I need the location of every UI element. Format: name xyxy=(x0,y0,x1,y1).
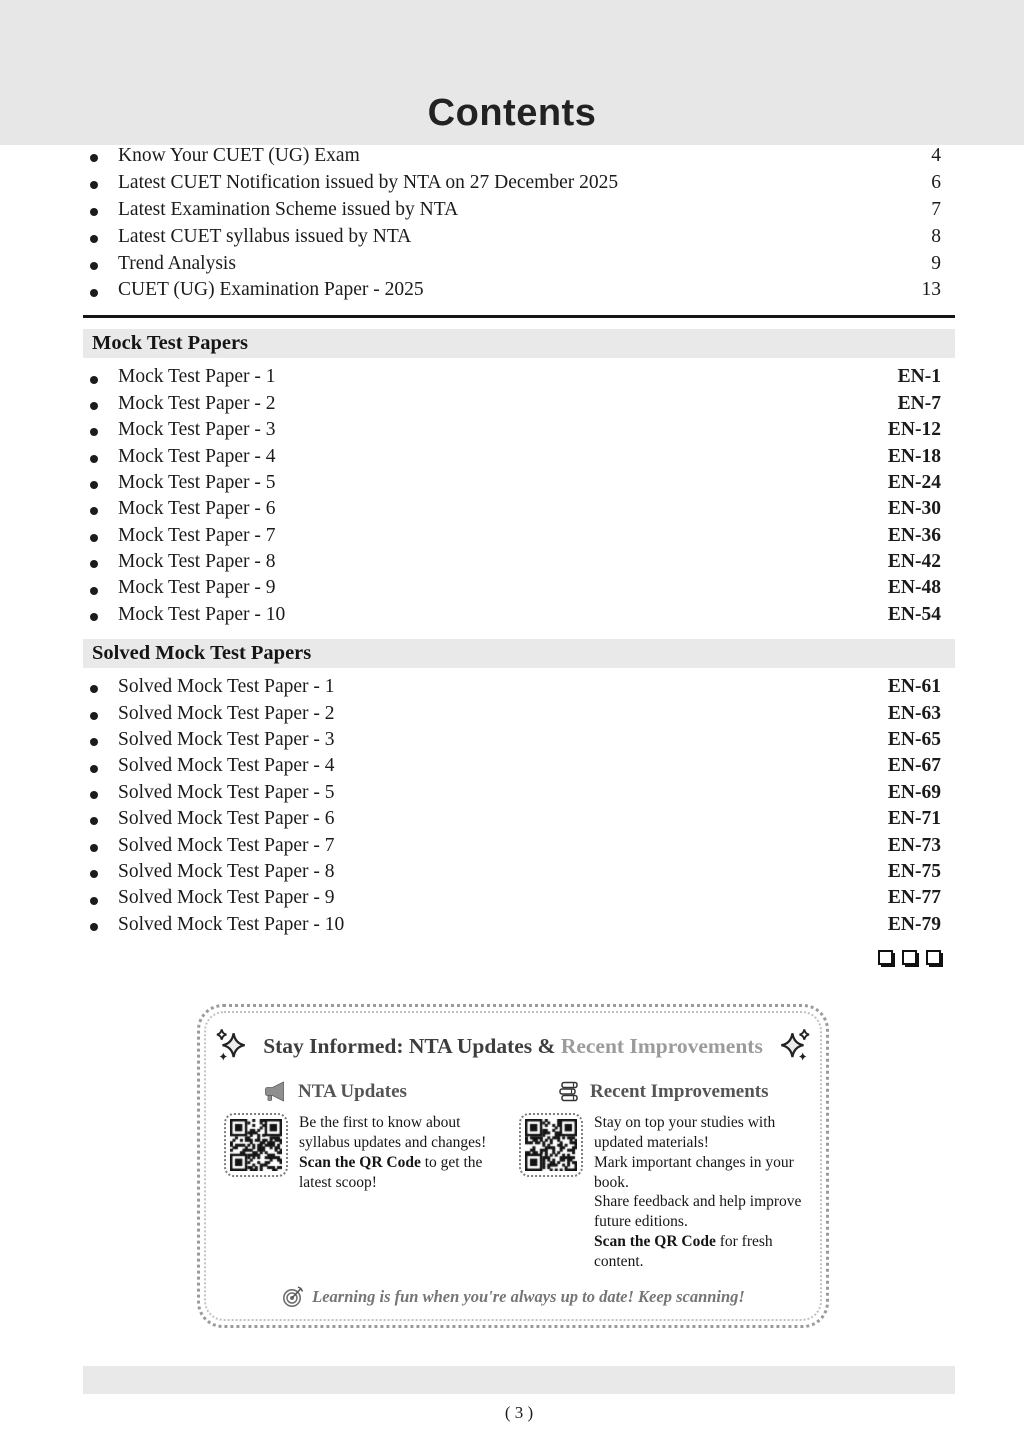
toc-item-label: Solved Mock Test Paper - 5 xyxy=(118,781,335,803)
toc-item-page: EN-42 xyxy=(887,551,941,573)
bullet-icon xyxy=(90,817,98,825)
front-matter-list xyxy=(83,145,955,306)
square-icon xyxy=(902,950,917,965)
toc-item-page: 8 xyxy=(931,225,941,247)
books-icon xyxy=(557,1080,581,1104)
toc-row xyxy=(83,551,955,577)
bullet-icon xyxy=(90,897,98,905)
bullet-icon xyxy=(90,235,98,243)
toc-item-page: EN-12 xyxy=(887,419,941,441)
improvements-line: Share feedback and help improve future editions. xyxy=(594,1193,802,1231)
toc-item-label: Trend Analysis xyxy=(118,252,236,274)
toc-item-label: Mock Test Paper - 9 xyxy=(118,577,276,599)
toc-item-label: Mock Test Paper - 2 xyxy=(118,392,276,414)
info-footer xyxy=(224,1285,802,1309)
toc-row xyxy=(83,887,955,913)
toc-item-page: EN-69 xyxy=(887,781,941,803)
end-of-section-squares xyxy=(83,950,941,968)
nta-text-part: to get the latest scoop! xyxy=(299,1153,483,1191)
toc-item-label: Latest CUET Notification issued by NTA on 27 December 2025 xyxy=(118,171,619,193)
toc-item-page: EN-67 xyxy=(887,755,941,777)
toc-item-page: EN-75 xyxy=(887,860,941,882)
toc-item-label: Solved Mock Test Paper - 4 xyxy=(118,755,335,777)
toc-row xyxy=(83,366,955,392)
bullet-icon xyxy=(90,154,98,162)
toc-item-page: EN-36 xyxy=(887,524,941,546)
toc-item-label: Latest CUET syllabus issued by NTA xyxy=(118,225,412,247)
improvements-rest: for fresh content. xyxy=(594,1233,773,1270)
toc-item-label: Solved Mock Test Paper - 8 xyxy=(118,860,335,882)
recent-improvements-body xyxy=(519,1113,802,1272)
nta-updates-text xyxy=(299,1113,507,1192)
sparkle-icon xyxy=(213,1027,251,1065)
nta-text-part: Be the first to know about syllabus updates and changes! xyxy=(299,1114,487,1151)
toc-item-page: EN-71 xyxy=(887,808,941,830)
toc-row xyxy=(83,577,955,603)
toc-item-page: EN-77 xyxy=(887,887,941,909)
bullet-icon xyxy=(90,712,98,720)
qr-code xyxy=(230,1119,282,1171)
toc-item-page: EN-48 xyxy=(887,577,941,599)
toc-item-page: 7 xyxy=(931,198,941,220)
info-title-row xyxy=(224,1027,802,1065)
info-title xyxy=(263,1034,763,1059)
bullet-icon xyxy=(90,455,98,463)
toc-row xyxy=(83,199,955,226)
toc-row xyxy=(83,808,955,834)
toc-row xyxy=(83,172,955,199)
bullet-icon xyxy=(90,428,98,436)
toc-item-page: 13 xyxy=(921,279,941,301)
nta-updates-column xyxy=(224,1080,507,1272)
toc-row xyxy=(83,835,955,861)
toc-item-label: Know Your CUET (UG) Exam xyxy=(118,145,360,166)
info-title-light: Recent Improvements xyxy=(560,1033,763,1058)
square-icon xyxy=(878,950,893,965)
toc-item-label: Solved Mock Test Paper - 1 xyxy=(118,676,335,698)
bullet-icon xyxy=(90,507,98,515)
bullet-icon xyxy=(90,870,98,878)
toc-item-page: 6 xyxy=(931,171,941,193)
toc-row xyxy=(83,782,955,808)
bullet-icon xyxy=(90,376,98,384)
nta-updates-body xyxy=(224,1113,507,1192)
recent-improvements-heading-row xyxy=(557,1080,802,1104)
dart-target-icon xyxy=(281,1285,305,1309)
toc-item-label: Mock Test Paper - 4 xyxy=(118,445,276,467)
qr-code xyxy=(525,1119,577,1171)
toc-item-label: Mock Test Paper - 6 xyxy=(118,498,276,520)
toc-item-label: Solved Mock Test Paper - 3 xyxy=(118,729,335,751)
toc-item-page: EN-30 xyxy=(887,498,941,520)
toc-row xyxy=(83,279,955,306)
toc-row xyxy=(83,676,955,702)
info-columns xyxy=(224,1080,802,1272)
toc-item-label: Mock Test Paper - 7 xyxy=(118,524,276,546)
bullet-icon xyxy=(90,844,98,852)
improvements-line: Stay on top your studies with updated materials! xyxy=(594,1114,776,1151)
toc-item-label: CUET (UG) Examination Paper - 2025 xyxy=(118,279,424,301)
bullet-icon xyxy=(90,262,98,270)
bullet-icon xyxy=(90,481,98,489)
toc-item-label: Solved Mock Test Paper - 9 xyxy=(118,887,335,909)
improvements-bold: Scan the QR Code xyxy=(594,1233,716,1251)
bullet-icon xyxy=(90,791,98,799)
toc-item-page: EN-63 xyxy=(887,702,941,724)
toc-item-label: Solved Mock Test Paper - 10 xyxy=(118,913,345,935)
nta-text-bold: Scan the QR Code xyxy=(299,1153,421,1171)
content-column xyxy=(83,145,955,1423)
toc-row xyxy=(83,145,955,172)
stay-informed-inner xyxy=(204,1011,822,1321)
toc-row xyxy=(83,861,955,887)
toc-item-page: 9 xyxy=(931,252,941,274)
bullet-icon xyxy=(90,685,98,693)
bullet-icon xyxy=(90,289,98,297)
page-header xyxy=(0,0,1024,145)
section-solved-mock-test-papers xyxy=(83,639,955,940)
bullet-icon xyxy=(90,765,98,773)
toc-item-label: Latest Examination Scheme issued by NTA xyxy=(118,198,459,220)
recent-improvements-column xyxy=(519,1080,802,1272)
improvements-line: Mark important changes in your book. xyxy=(594,1153,794,1191)
toc-item-page: EN-79 xyxy=(887,913,941,935)
sparkle-icon xyxy=(775,1027,813,1065)
toc-row xyxy=(83,703,955,729)
toc-item-label: Solved Mock Test Paper - 6 xyxy=(118,808,335,830)
toc-row xyxy=(83,472,955,498)
divider-rule xyxy=(83,315,955,318)
recent-improvements-text xyxy=(594,1113,802,1272)
toc-row xyxy=(83,525,955,551)
toc-item-page: EN-65 xyxy=(887,729,941,751)
section-heading: Solved Mock Test Papers xyxy=(83,639,955,668)
toc-item-page: EN-18 xyxy=(887,445,941,467)
toc-item-page: EN-54 xyxy=(887,603,941,625)
bullet-icon xyxy=(90,613,98,621)
megaphone-icon xyxy=(262,1080,289,1104)
bullet-icon xyxy=(90,738,98,746)
toc-item-page: EN-73 xyxy=(887,834,941,856)
toc-row xyxy=(83,604,955,630)
toc-item-label: Solved Mock Test Paper - 7 xyxy=(118,834,335,856)
toc-item-label: Mock Test Paper - 1 xyxy=(118,366,276,388)
solved-mock-test-list xyxy=(83,676,955,940)
info-title-dark: Stay Informed: NTA Updates & xyxy=(263,1033,556,1058)
mock-test-list xyxy=(83,366,955,630)
qr-frame xyxy=(519,1113,583,1177)
toc-item-page: EN-1 xyxy=(897,366,941,388)
qr-frame xyxy=(224,1113,288,1177)
improvements-line xyxy=(594,1232,802,1272)
stay-informed-box xyxy=(197,1004,829,1328)
toc-item-page: 4 xyxy=(931,145,941,166)
square-icon xyxy=(926,950,941,965)
section-heading: Mock Test Papers xyxy=(83,329,955,358)
toc-item-label: Mock Test Paper - 5 xyxy=(118,471,276,493)
toc-item-label: Mock Test Paper - 3 xyxy=(118,419,276,441)
toc-row xyxy=(83,446,955,472)
toc-item-page: EN-24 xyxy=(887,471,941,493)
toc-row xyxy=(83,755,955,781)
bullet-icon xyxy=(90,208,98,216)
nta-updates-heading-row xyxy=(262,1080,507,1104)
page-title: Contents xyxy=(427,92,597,134)
toc-row xyxy=(83,419,955,445)
toc-row xyxy=(83,393,955,419)
toc-row xyxy=(83,914,955,940)
bullet-icon xyxy=(90,587,98,595)
toc-row xyxy=(83,226,955,253)
toc-item-label: Solved Mock Test Paper - 2 xyxy=(118,702,335,724)
section-mock-test-papers xyxy=(83,329,955,630)
bullet-icon xyxy=(90,923,98,931)
toc-item-page: EN-61 xyxy=(887,676,941,698)
bullet-icon xyxy=(90,534,98,542)
toc-row xyxy=(83,253,955,280)
bullet-icon xyxy=(90,181,98,189)
bullet-icon xyxy=(90,402,98,410)
nta-updates-heading: NTA Updates xyxy=(298,1081,407,1103)
toc-item-label: Mock Test Paper - 8 xyxy=(118,551,276,573)
recent-improvements-heading: Recent Improvements xyxy=(590,1081,769,1103)
page-number-footer: ( 3 ) xyxy=(504,1402,534,1422)
toc-item-page: EN-7 xyxy=(897,392,941,414)
info-footer-text: Learning is fun when you're always up to date! Keep scanning! xyxy=(312,1286,745,1306)
bullet-icon xyxy=(90,560,98,568)
toc-row xyxy=(83,729,955,755)
toc-row xyxy=(83,498,955,524)
bottom-bar xyxy=(83,1366,955,1394)
toc-item-label: Mock Test Paper - 10 xyxy=(118,603,286,625)
